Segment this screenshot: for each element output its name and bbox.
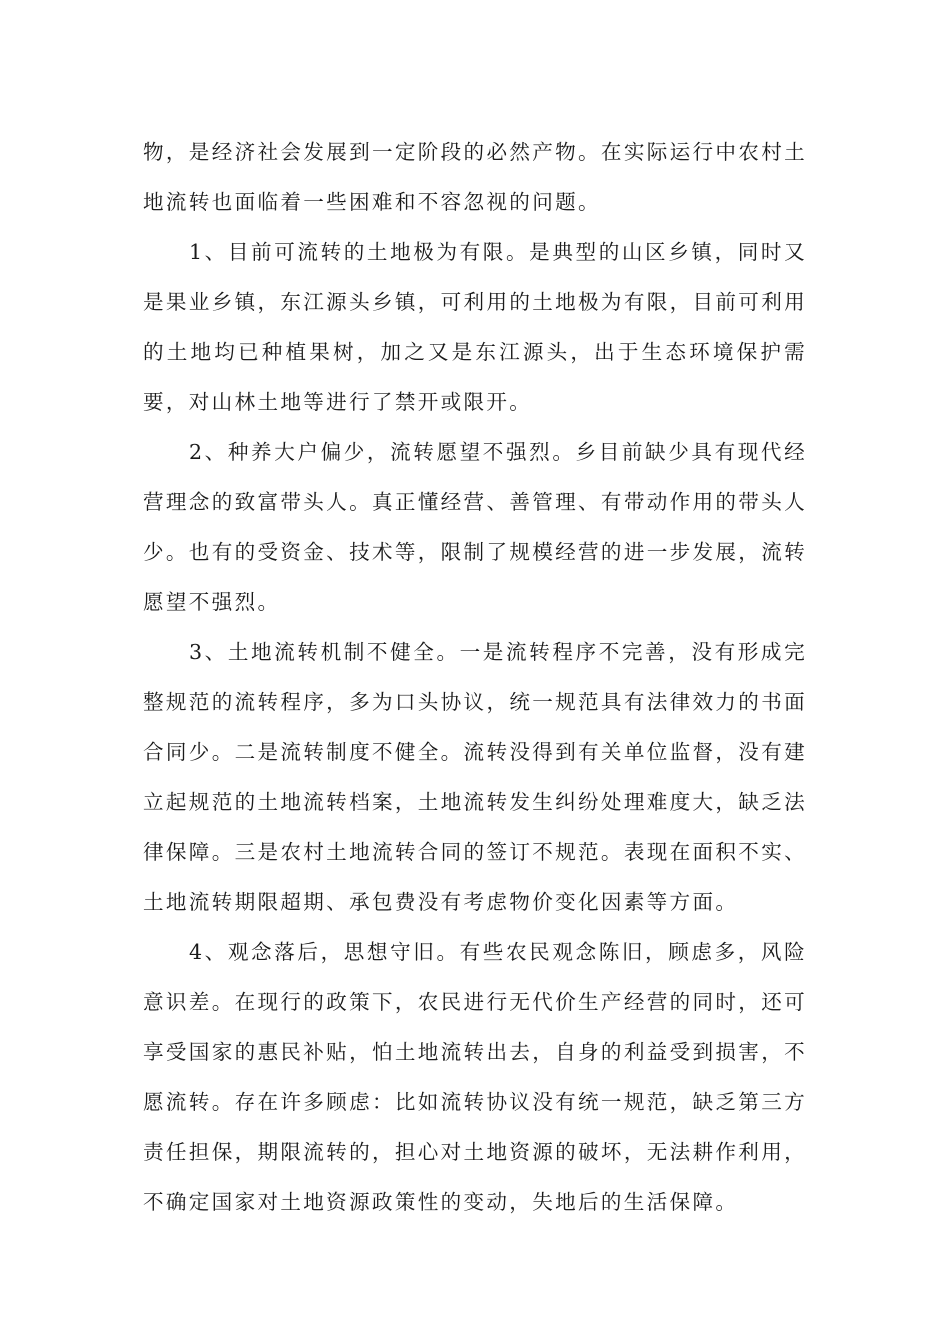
paragraph-continuation: 物，是经济社会发展到一定阶段的必然产物。在实际运行中农村土地流转也面临着一些困难和不容忽视的问题。 bbox=[143, 140, 807, 214]
document-body bbox=[143, 127, 807, 1227]
paragraph-item-1: 1、目前可流转的土地极为有限。是典型的山区乡镇，同时又是果业乡镇，东江源头乡镇，可利用的土地极为有限，目前可利用的土地均已种植果树，加之又是东江源头，出于生态环境保护需要，对山林土地等进行了禁开或限开。 bbox=[143, 240, 807, 414]
paragraph-item-3: 3、土地流转机制不健全。一是流转程序不完善，没有形成完整规范的流转程序，多为口头协议，统一规范具有法律效力的书面合同少。二是流转制度不健全。流转没得到有关单位监督，没有建立起规范的土地流转档案，土地流转发生纠纷处理难度大，缺乏法律保障。三是农村土地流转合同的签订不规范。表现在面积不实、土地流转期限超期、承包费没有考虑物价变化因素等方面。 bbox=[143, 640, 807, 914]
paragraph-item-2: 2、种养大户偏少，流转愿望不强烈。乡目前缺少具有现代经营理念的致富带头人。真正懂经营、善管理、有带动作用的带头人少。也有的受资金、技术等，限制了规模经营的进一步发展，流转愿望不强烈。 bbox=[143, 440, 807, 614]
paragraph-item-4: 4、观念落后，思想守旧。有些农民观念陈旧，顾虑多，风险意识差。在现行的政策下，农民进行无代价生产经营的同时，还可享受国家的惠民补贴，怕土地流转出去，自身的利益受到损害，不愿流转。存在许多顾虑：比如流转协议没有统一规范，缺乏第三方责任担保，期限流转的，担心对土地资源的破坏，无法耕作利用，不确定国家对土地资源政策性的变动，失地后的生活保障。 bbox=[143, 940, 807, 1214]
